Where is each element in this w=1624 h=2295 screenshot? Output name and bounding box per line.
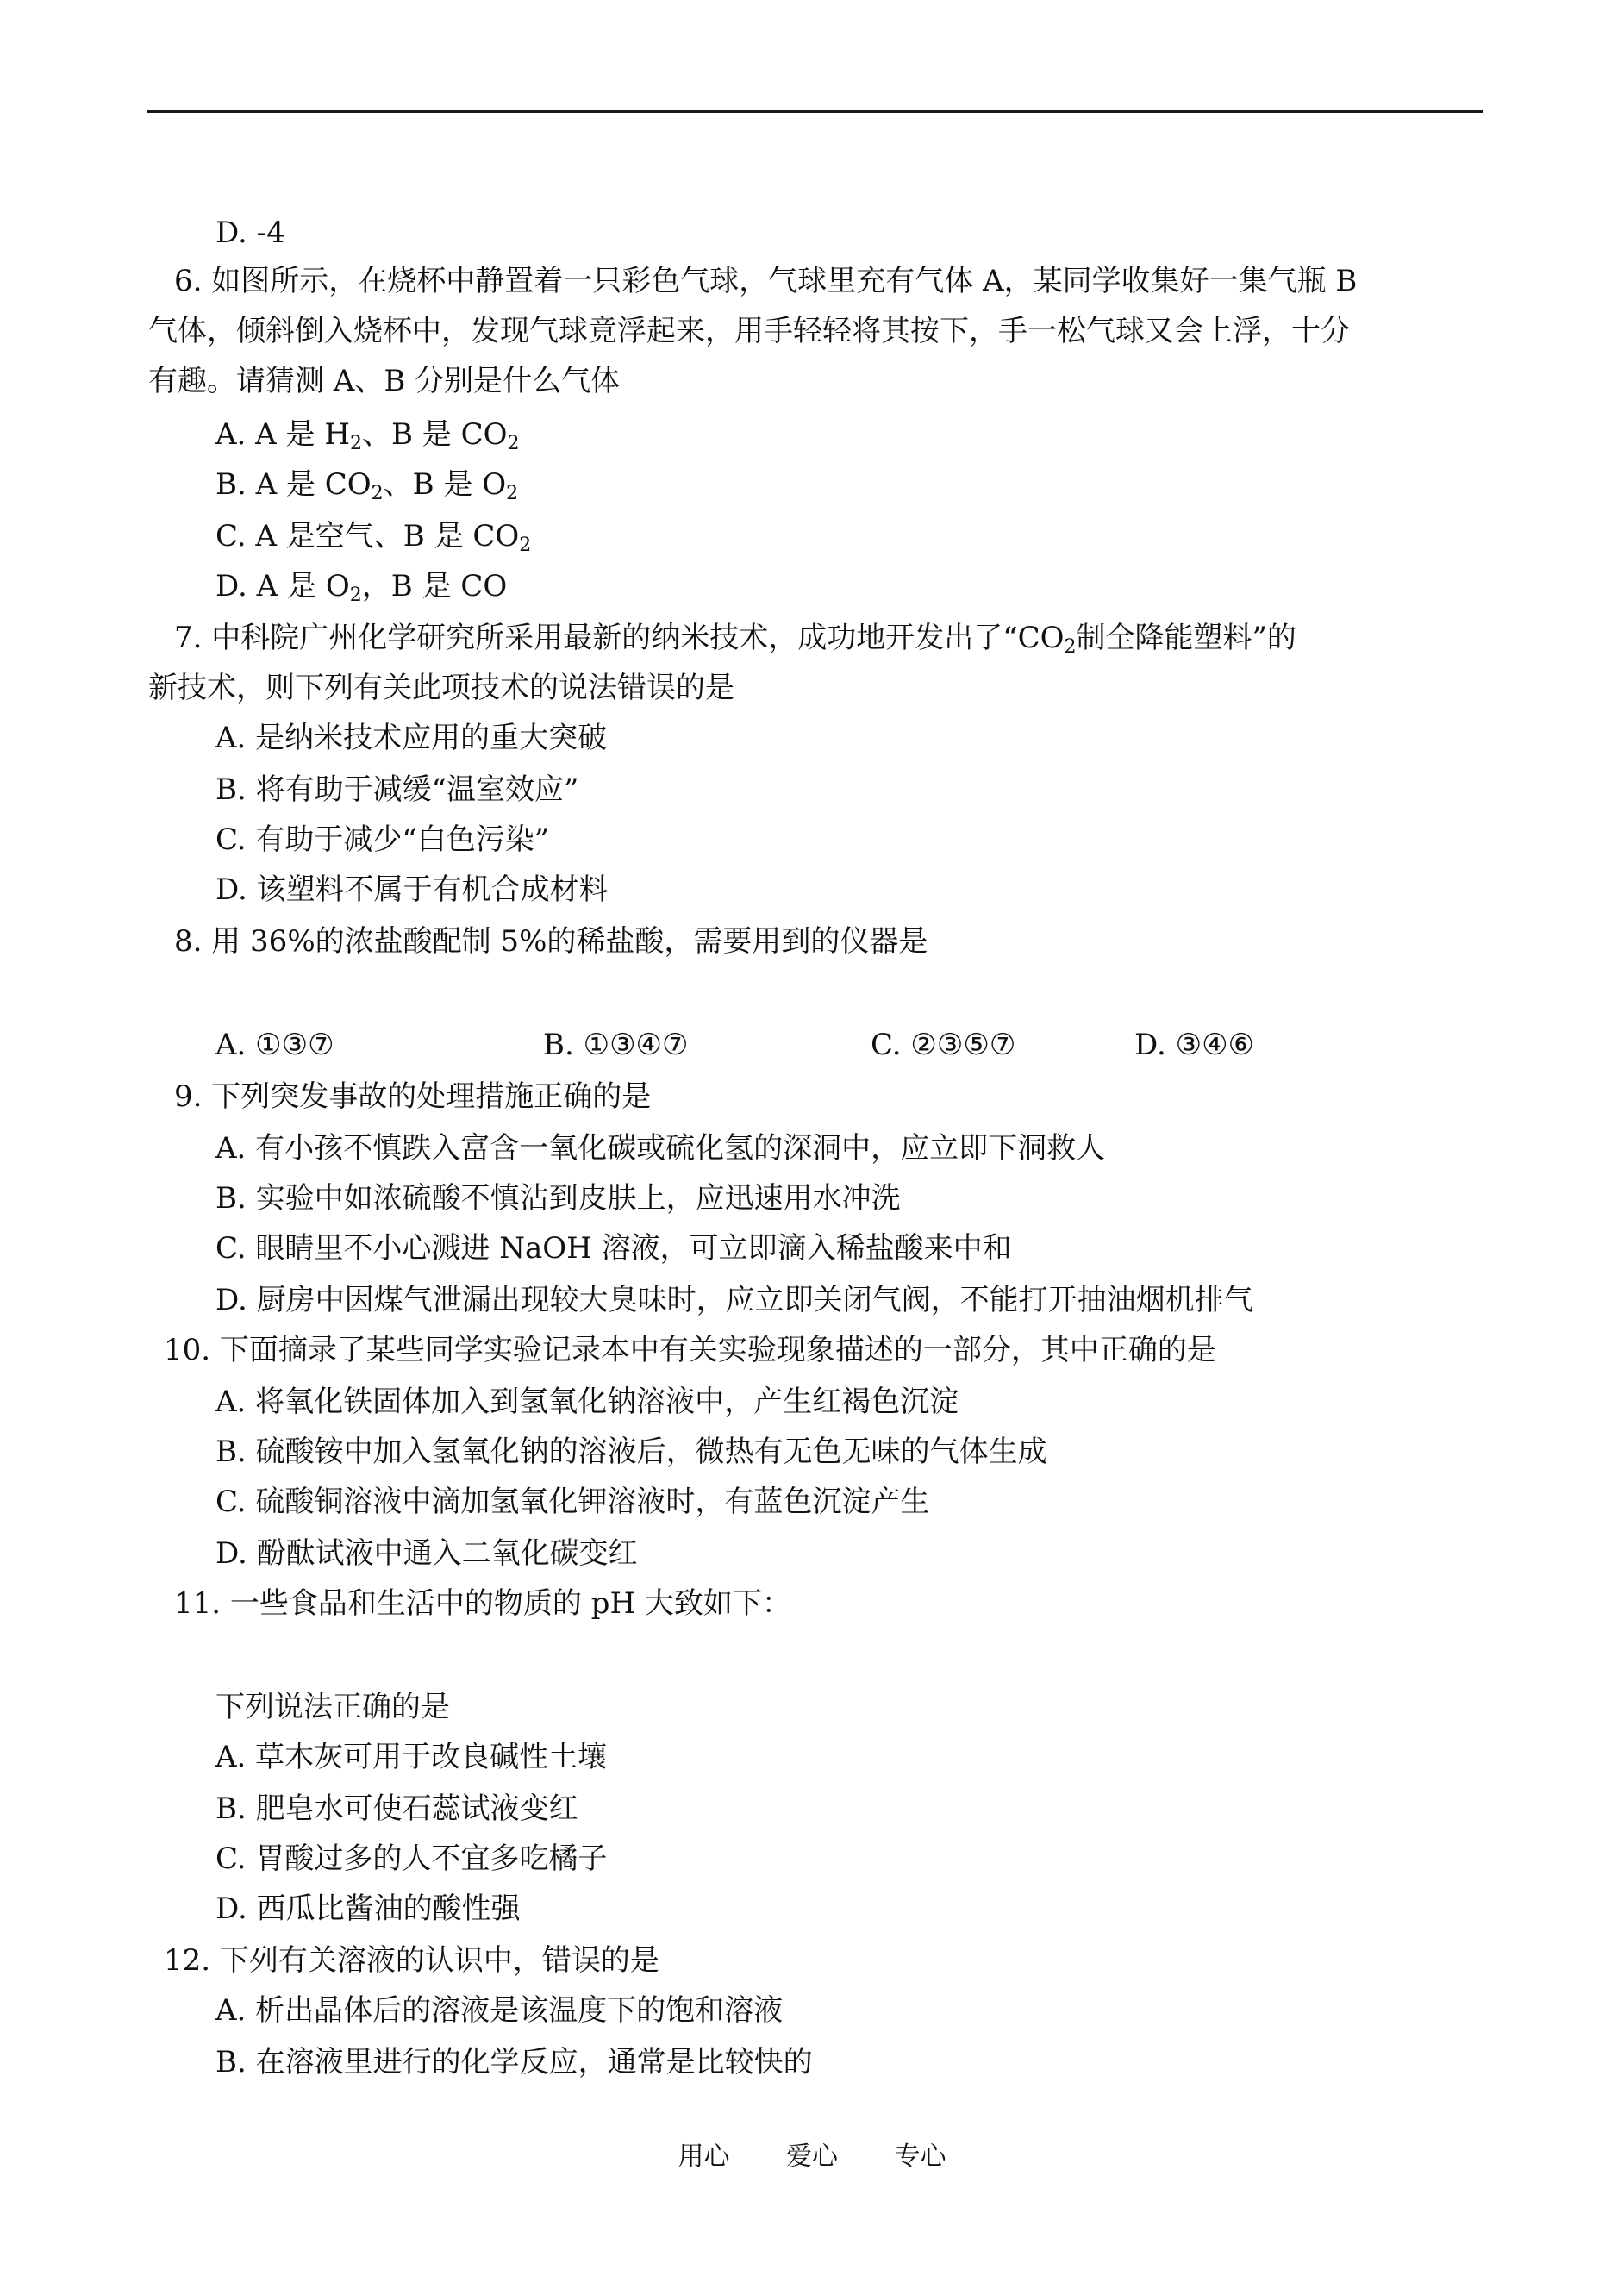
q11-prompt: 下列说法正确的是 bbox=[215, 1690, 450, 1724]
q10-option-c: C. 硫酸铜溶液中滴加氢氧化钾溶液时，有蓝色沉淀产生 bbox=[215, 1485, 930, 1519]
q7-option-d: D. 该塑料不属于有机合成材料 bbox=[215, 872, 609, 907]
q6-option-a: A. A 是 $H_2$、B 是 $CO_2$ bbox=[215, 417, 520, 454]
footer-word-2: 爱心 bbox=[786, 2142, 838, 2172]
q6-option-c: C. A 是空气、B 是 $CO_2$ bbox=[215, 519, 532, 556]
q8-option-a: A. ①③⑦ bbox=[215, 1028, 334, 1062]
page-footer bbox=[0, 2140, 1624, 2174]
q11-stem: 11. 一些食品和生活中的物质的 pH 大致如下： bbox=[174, 1586, 791, 1621]
q8-option-d: D. ③④⑥ bbox=[1134, 1028, 1255, 1062]
q6-stem-line1: 6. 如图所示，在烧杯中静置着一只彩色气球，气球里充有气体 A，某同学收集好一集气瓶 B bbox=[174, 264, 1358, 298]
q7-option-b: B. 将有助于减缓“温室效应” bbox=[215, 772, 579, 807]
q7-stem-line2: 新技术，则下列有关此项技术的说法错误的是 bbox=[148, 671, 734, 705]
q5-option-d: D. -4 bbox=[215, 216, 285, 250]
q10-option-d: D. 酚酞试液中通入二氧化碳变红 bbox=[215, 1536, 638, 1571]
q7-option-a: A. 是纳米技术应用的重大突破 bbox=[215, 721, 608, 755]
q8-option-c: C. ②③⑤⑦ bbox=[871, 1028, 1016, 1062]
q6-stem-line3: 有趣。请猜测 A、B 分别是什么气体 bbox=[148, 364, 621, 398]
q11-option-a: A. 草木灰可用于改良碱性土壤 bbox=[215, 1740, 608, 1774]
q12-option-b: B. 在溶液里进行的化学反应，通常是比较快的 bbox=[215, 2045, 813, 2079]
footer-word-1: 用心 bbox=[678, 2142, 730, 2172]
q8-options bbox=[215, 1026, 1336, 1064]
q7-stem-line1: 7. 中科院广州化学研究所采用最新的纳米技术，成功地开发出了“$CO_2$制全降能塑料”的 bbox=[174, 621, 1296, 658]
q6-stem-line2: 气体，倾斜倒入烧杯中，发现气球竟浮起来，用手轻轻将其按下，手一松气球又会上浮，十分 bbox=[148, 314, 1350, 348]
q11-option-c: C. 胃酸过多的人不宜多吃橘子 bbox=[215, 1842, 608, 1876]
q10-stem: 10. 下面摘录了某些同学实验记录本中有关实验现象描述的一部分，其中正确的是 bbox=[164, 1333, 1216, 1367]
q9-option-d: D. 厨房中因煤气泄漏出现较大臭味时，应立即关闭气阀，不能打开抽油烟机排气 bbox=[215, 1283, 1253, 1317]
q11-option-b: B. 肥皂水可使石蕊试液变红 bbox=[215, 1792, 578, 1826]
q9-option-a: A. 有小孩不慎跌入富含一氧化碳或硫化氢的深洞中，应立即下洞救人 bbox=[215, 1131, 1106, 1166]
q6-option-d: D. A 是 $O_2$，B 是 CO bbox=[215, 569, 508, 606]
q9-option-c: C. 眼睛里不小心溅进 NaOH 溶液，可立即滴入稀盐酸来中和 bbox=[215, 1231, 1012, 1266]
q7-option-c: C. 有助于减少“白色污染” bbox=[215, 822, 550, 857]
header-rule bbox=[147, 110, 1483, 113]
q12-stem: 12. 下列有关溶液的认识中，错误的是 bbox=[164, 1943, 659, 1978]
q6-option-b: B. A 是 $CO_2$、B 是 $O_2$ bbox=[215, 467, 519, 504]
q10-option-a: A. 将氧化铁固体加入到氢氧化钠溶液中，产生红褐色沉淀 bbox=[215, 1385, 959, 1419]
q8-stem: 8. 用 36%的浓盐酸配制 5%的稀盐酸，需要用到的仪器是 bbox=[174, 924, 928, 959]
q9-option-b: B. 实验中如浓硫酸不慎沾到皮肤上，应迅速用水冲洗 bbox=[215, 1181, 901, 1216]
q9-stem: 9. 下列突发事故的处理措施正确的是 bbox=[174, 1079, 652, 1114]
q8-option-b: B. ①③④⑦ bbox=[543, 1028, 689, 1062]
q11-option-d: D. 西瓜比酱油的酸性强 bbox=[215, 1892, 521, 1926]
q12-option-a: A. 析出晶体后的溶液是该温度下的饱和溶液 bbox=[215, 1993, 784, 2028]
footer-word-3: 专心 bbox=[894, 2142, 946, 2172]
q10-option-b: B. 硫酸铵中加入氢氧化钠的溶液后，微热有无色无味的气体生成 bbox=[215, 1435, 1047, 1469]
